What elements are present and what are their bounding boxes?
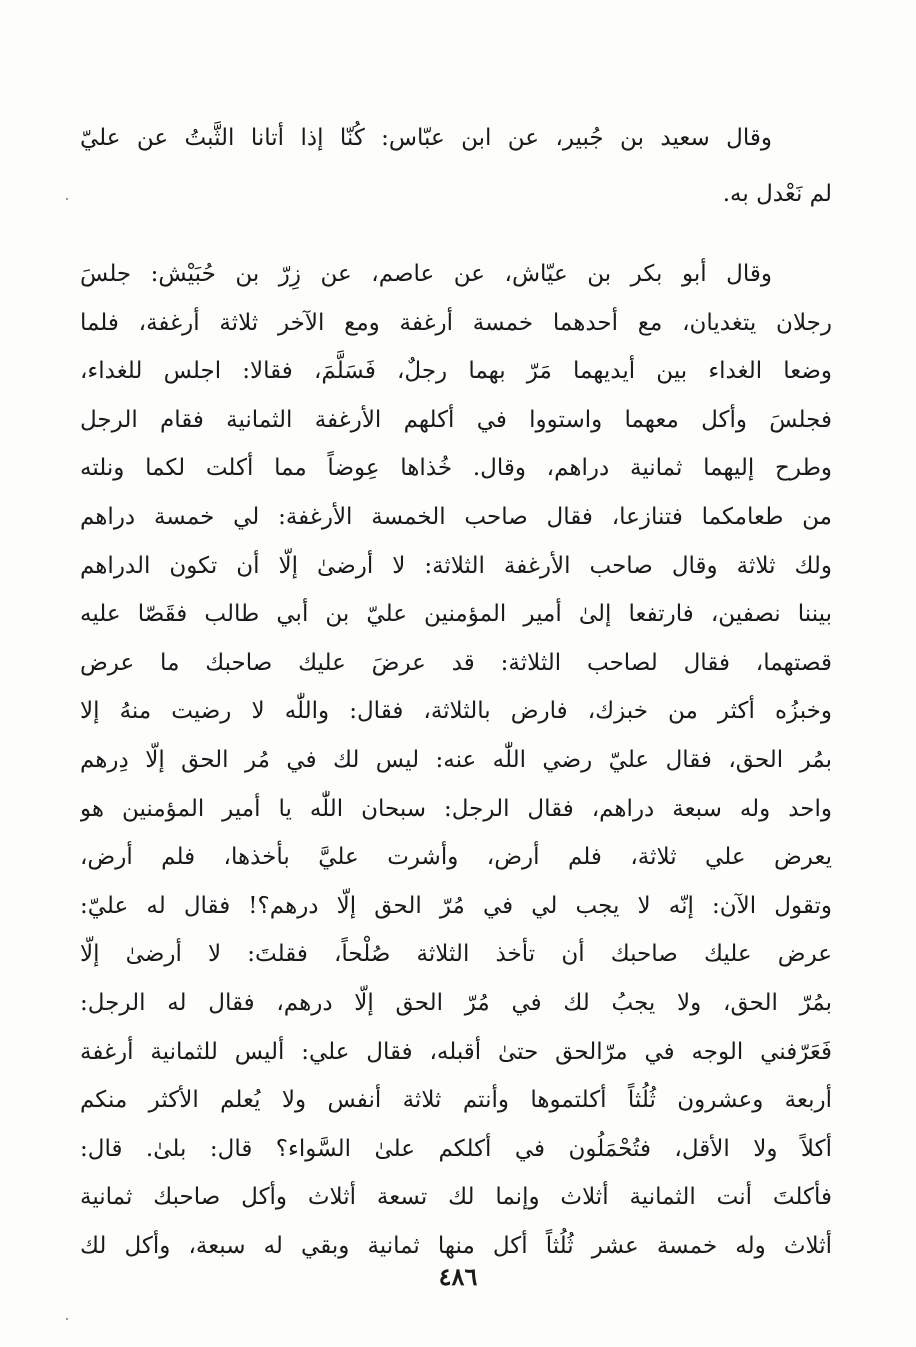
text-line: وقال أبو بكر بن عيّاش، عن عاصم، عن زِرّ بن حُبَيْش: جلسَ (80, 261, 772, 287)
text-line: فأكلتَ أنت الثمانية أثلاث وإنما لك تسعة أثلاث وأكل صاحبك ثمانية (80, 1184, 832, 1211)
text-line: يعرض علي ثلاثة، فلم أرض، وأشرت عليَّ بأخذها، فلم أرض، (80, 844, 832, 871)
text-line: وطرح إليهما ثمانية دراهم، وقال. خُذاها عِوضاً مما أكلت لكما ونلته (80, 455, 832, 482)
text-line: لم نَعْدل به. (722, 181, 832, 207)
scan-speck (66, 1318, 68, 1320)
text-line: بيننا نصفين، فارتفعا إلىٰ أمير المؤمنين عليّ بن أبي طالب فقَصّا عليه (80, 601, 832, 628)
scan-speck (66, 198, 68, 200)
text-line: وضعا الغداء بين أيديهما مَرّ بهما رجلٌ، فَسَلَّمَ، فقالا: اجلس للغداء، (80, 358, 832, 385)
paragraph-story (80, 250, 832, 1270)
text-line: أثلاث وله خمسة عشر ثُلُثاً أكل منها ثمانية وبقي له سبعة، وأكل لك (80, 1232, 832, 1259)
text-line: قصتهما، فقال لصاحب الثلاثة: قد عرضَ عليك صاحبك ما عرض (80, 649, 832, 676)
text-line: وتقول الآن: إنّه لا يجب لي في مُرّ الحق إلّا درهم؟! فقال له عليّ: (80, 892, 832, 919)
page-number: ٤٨٦ (438, 1262, 478, 1291)
text-line: واحد وله سبعة دراهم، فقال الرجل: سبحان اللّٰه يا أمير المؤمنين هو (80, 795, 832, 822)
text-line: فجلسَ وأكل معهما واستووا في أكلهم الأرغفة الثمانية فقام الرجل (80, 406, 832, 433)
text-line: رجلان يتغديان، مع أحدهما خمسة أرغفة ومع الآخر ثلاثة أرغفة، فلما (80, 309, 832, 336)
text-line: وخبزُه أكثر من خبزك، فارض بالثلاثة، فقال: واللّٰه لا رضيت منهُ إلا (80, 698, 832, 725)
text-line: أربعة وعشرون ثُلُثاً أكلتموها وأنتم ثلاثة أنفس ولا يُعلم الأكثر منكم (80, 1087, 832, 1114)
text-line: بمُر الحق، فقال عليّ رضي اللّٰه عنه: ليس لك في مُر الحق إلّا دِرهم (80, 746, 832, 773)
text-line: وقال سعيد بن جُبير، عن ابن عبّاس: كُنّا إذا أتانا الثَّبتُ عن عليّ (80, 125, 772, 151)
text-line: من طعامكما فتنازعا، فقال صاحب الخمسة الأرغفة: لي خمسة دراهم (80, 503, 832, 530)
text-line: فَعَرّفني الوجه في مرّالحق حتىٰ أقبله، فقال علي: أليس للثمانية أرغفة (80, 1038, 832, 1065)
text-line: أكلاً ولا الأقل، فتُحْمَلُون في أكلكم علىٰ السَّواء؟ قال: بلىٰ. قال: (80, 1135, 832, 1162)
text-line: عرض عليك صاحبك أن تأخذ الثلاثة صُلْحاً، فقلتَ: لا أرضىٰ إلّا (80, 941, 832, 968)
text-line: ولك ثلاثة وقال صاحب الأرغفة الثلاثة: لا أرضىٰ إلّا أن تكون الدراهم (80, 552, 832, 579)
paragraph-jubair (80, 110, 832, 222)
text-line: بمُرّ الحق، ولا يجبُ لك في مُرّ الحق إلّا درهم، فقال له الرجل: (80, 989, 832, 1016)
